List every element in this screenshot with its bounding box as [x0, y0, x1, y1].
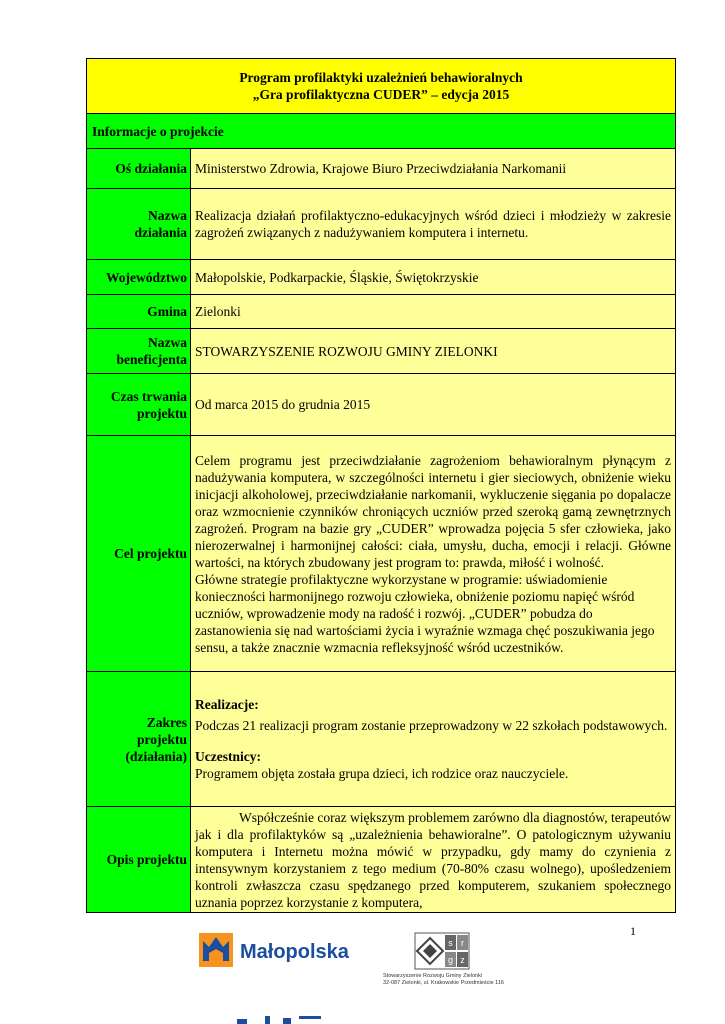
label-cel-projektu: Cel projektu	[87, 436, 191, 672]
label-gmina: Gmina	[87, 295, 191, 329]
label-czas-trwania-line2: projektu	[136, 405, 187, 421]
section-header: Informacje o projekcie	[87, 114, 676, 149]
section-header-row	[87, 114, 676, 149]
label-nazwa-dzialania-line2: działania	[134, 225, 187, 240]
page-number: 1	[630, 924, 636, 938]
row-czas-trwania	[87, 374, 676, 436]
row-gmina	[87, 295, 676, 329]
partner-logo-mark-1	[237, 1019, 247, 1024]
row-wojewodztwo	[87, 260, 676, 295]
partner-logo-mark-4	[299, 1016, 321, 1019]
value-nazwa-dzialania: Realizacja działań profilaktyczno-edukacyjnych wśród dzieci i młodzieży w zakresie zagrożeń związanych z nadużywaniem komputera i internetu.	[191, 189, 676, 260]
cel-paragraph-1: Celem programu jest przeciwdziałanie zagrożeniom behawioralnym płynącym z nadużywania komputera, w szczególności internetu i gier sieciowych, obniżenie wieku inicjacji alkoholowej, przeciwdziałanie narkomanii, wykluczenie sięgania po dopalacze oraz wzmocnienie czynników chroniących uczniów przed szeroką gamą zewnętrznych zagrożeń. Program na bazie gry „CUDER” wprowadza pojęcia 5 sfer człowieka, jako nierozerwalnej i harmonijnej całości: ciała, umysłu, ducha, emocji i relacji. Główne wartości, na których zbudowany jest program to: prawda, miłość i wolność.	[195, 452, 671, 570]
value-opis-projektu: Współcześnie coraz większym problemem zarówno dla diagnostów, terapeutów jak i dla profilaktyków są „uzależnienia behawioralne”. O patologicznym używaniu komputera i Internetu można mówić w przypadku, gdy mamy do czynienia z intensywnym korzystaniem z tego medium (70-80% czasu wolnego), upośledzeniem kontroli zwłaszcza czasu spędzanego przed komputerem, szukaniem społecznego uznania poprzez korzystanie z komputera,	[191, 807, 676, 913]
footer-org-name: Stowarzyszenie Rozwoju Gminy Zielonki	[383, 973, 483, 979]
zakres-heading-realizacje: Realizacje:	[195, 697, 259, 712]
srgz-logo	[414, 932, 470, 970]
zakres-heading-uczestnicy: Uczestnicy:	[195, 749, 261, 764]
zakres-text-realizacje: Podczas 21 realizacji program zostanie przeprowadzony w 22 szkołach podstawowych.	[195, 718, 668, 733]
label-czas-trwania-line1: Czas trwania	[110, 388, 187, 404]
srgz-letter-g: g	[447, 955, 454, 965]
title-line-2: „Gra profilaktyczna CUDER” – edycja 2015	[252, 87, 510, 102]
label-nazwa-dzialania	[87, 189, 191, 260]
value-gmina: Zielonki	[191, 295, 676, 329]
value-os-dzialania: Ministerstwo Zdrowia, Krajowe Biuro Przeciwdziałania Narkomanii	[191, 149, 676, 189]
value-beneficjent: STOWARZYSZENIE ROZWOJU GMINY ZIELONKI	[191, 329, 676, 374]
row-os-dzialania	[87, 149, 676, 189]
label-nazwa-dzialania-line1: Nazwa	[148, 208, 187, 223]
srgz-letter-z: z	[460, 955, 465, 965]
zakres-text-uczestnicy: Programem objęta została grupa dzieci, ich rodzice oraz nauczyciele.	[195, 766, 569, 781]
label-beneficjent-line1: Nazwa	[148, 335, 187, 350]
value-wojewodztwo: Małopolskie, Podkarpackie, Śląskie, Świętokrzyskie	[191, 260, 676, 295]
partner-logo-partial	[235, 1016, 325, 1024]
row-zakres-projektu	[87, 672, 676, 807]
malopolska-wordmark: Małopolska	[240, 941, 349, 963]
partner-logo-mark-2	[265, 1016, 270, 1024]
srgz-letter-r: r	[461, 938, 464, 948]
partner-logo-mark-3	[283, 1018, 291, 1024]
document-title	[87, 59, 676, 114]
row-cel-projektu	[87, 436, 676, 672]
label-zakres-line3: (działania)	[125, 748, 187, 764]
label-beneficjent-line2: beneficjenta	[116, 352, 187, 367]
label-beneficjent	[87, 329, 191, 374]
value-czas-trwania: Od marca 2015 do grudnia 2015	[191, 374, 676, 436]
value-cel-projektu	[191, 436, 676, 672]
value-zakres-projektu	[191, 672, 676, 807]
row-nazwa-dzialania	[87, 189, 676, 260]
footer-organization	[383, 973, 504, 987]
title-line-1: Program profilaktyki uzależnień behawioralnych	[239, 70, 523, 85]
label-zakres-projektu	[87, 672, 191, 807]
footer-org-address: 32-087 Zielonki, ul. Krakowskie Przedmieście 116	[383, 980, 504, 986]
srgz-letter-s: s	[448, 938, 453, 948]
row-opis-projektu	[87, 807, 676, 913]
label-zakres-line1: Zakres	[146, 714, 187, 730]
project-info-table	[86, 58, 676, 913]
title-row	[87, 59, 676, 114]
label-opis-projektu: Opis projektu	[87, 807, 191, 913]
label-czas-trwania	[87, 374, 191, 436]
label-zakres-line2: projektu	[136, 731, 187, 747]
cel-paragraph-2: Główne strategie profilaktyczne wykorzystane w programie: uświadomienie konieczności harmonijnego rozwoju człowieka, obniżenie poziomu napięć wśród uczniów, wprowadzenie mody na radość i rozwój. „CUDER” pobudza do zastanowienia się nad wartościami życia i wyraźnie wzmaga chęć poszukiwania jego sensu, a także znacznie wzmacnia refleksyjność wśród uczestników.	[195, 571, 655, 655]
malopolska-logo	[198, 931, 360, 969]
label-wojewodztwo: Województwo	[87, 260, 191, 295]
row-beneficjent	[87, 329, 676, 374]
label-os-dzialania: Oś działania	[87, 149, 191, 189]
